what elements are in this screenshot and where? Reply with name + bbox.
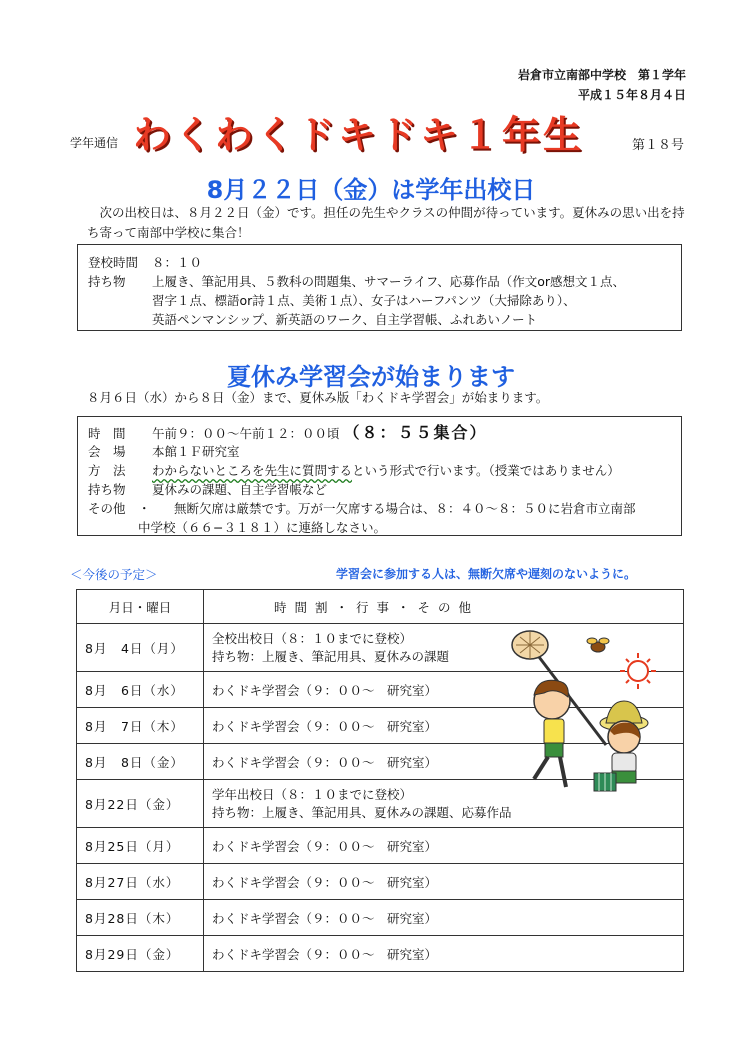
items-row [88,272,625,291]
row-date: 8月25日（月） [77,828,204,864]
section1-heading: 8月２２日（金）は学年出校日 [206,176,536,204]
table-row [77,900,684,936]
row-date: 8月29日（金） [77,936,204,972]
issue-number: 第１８号 [632,138,685,153]
insect-cage-icon [594,773,616,791]
table-row [77,864,684,900]
session-items-value: 夏休みの課題、自主学習帳など [152,482,328,497]
issue-date: 平成１５年８月４日 [577,88,686,102]
row-event: わくドキ学習会（９：００〜 研究室） [204,900,684,936]
session-other-label: その他 ・ [88,501,151,516]
study-session-box [77,416,682,536]
section2-intro: ８月６日（水）から８日（金）まで、夏休み版「わくドキ学習会」が始まります。 [87,390,549,405]
row-date: 8月 4日（月） [77,624,204,672]
schedule-header-row [77,590,684,624]
summer-kids-illustration [506,623,682,809]
schedule-title: ＜今後の予定＞ [70,567,158,582]
row-date: 8月28日（木） [77,900,204,936]
schedule-notice: 学習会に参加する人は、無断欠席や遅刻のないように。 [336,567,637,581]
session-time-label: 時 間 [88,426,126,441]
session-other-line-1: 無断欠席は厳禁です。万が一欠席する場合は、８：４０〜８：５０に岩倉市立南部 [174,501,636,516]
row-event-line-2: 持ち物：上履き、筆記用具、夏休みの課題 [212,648,450,664]
items-line-2: 習字１点、標語or詩１点、美術１点）、女子はハーフパンツ（大掃除あり）、 [152,293,576,308]
session-method-label: 方 法 [88,463,126,478]
section1-intro: 次の出校日は、８月２２日（金）です。担任の先生やクラスの仲間が待っています。夏休みの思い出を持ち寄って南部中学校に集合！ [87,205,685,240]
cicada-icon [587,638,609,652]
items-label: 持ち物 [88,274,126,289]
row-event: わくドキ学習会（９：００〜 研究室） [204,828,684,864]
session-gather-time: （８：５５集合） [343,423,488,442]
row-date: 8月27日（水） [77,864,204,900]
session-items-row [88,480,327,499]
sun-icon [620,653,656,689]
row-event-line-2: 持ち物：上履き、筆記用具、夏休みの課題、応募作品 [212,804,512,820]
session-items-label: 持ち物 [88,482,126,497]
session-method-rest: という形式で行います。（授業ではありません） [352,463,620,478]
row-event-line-1: 全校出校日（８：１０までに登校） [212,630,413,646]
time-value: ８：１０ [152,255,203,270]
section2-heading: 夏休み学習会が始まります [227,363,515,391]
session-time-value: 午前９：００〜午前１２：００頃 [152,426,340,441]
row-event: わくドキ学習会（９：００〜 研究室） [204,744,684,780]
row-date: 8月 8日（金） [77,744,204,780]
boy-figure [534,680,570,787]
table-row [77,828,684,864]
school-name: 岩倉市立南部中学校 第１学年 [517,68,686,82]
girl-figure [600,701,648,783]
time-label: 登校時間 [88,255,139,270]
row-event: わくドキ学習会（９：００〜 研究室） [204,936,684,972]
row-event-line-1: 学年出校日（８：１０までに登校） [212,786,413,802]
items-line-1: 上履き、筆記用具、５教科の問題集、サマーライフ、応募作品（作文or感想文１点、 [152,274,626,289]
session-place-label: 会 場 [88,444,126,459]
session-time-row [88,423,488,443]
items-line-3: 英語ペンマンシップ、新英語のワーク、自主学習帳、ふれあいノート [152,312,538,327]
session-method-row [88,461,620,480]
newsletter-title: わくわくドキドキ１年生 [133,113,585,157]
header-date: 月日・曜日 [77,590,204,624]
time-row [88,253,202,272]
session-method-underlined: わからないところを先生に質問する [152,463,353,478]
row-date: 8月 6日（水） [77,672,204,708]
table-row [77,936,684,972]
attendance-info-box [77,244,682,331]
newsletter-label: 学年通信 [70,136,119,150]
row-event: わくドキ学習会（９：００〜 研究室） [204,672,684,708]
header-event: 時間割・行事・その他 [204,590,684,624]
row-event: わくドキ学習会（９：００〜 研究室） [204,864,684,900]
row-date: 8月 7日（木） [77,708,204,744]
session-other-row [88,499,636,518]
row-date: 8月22日（金） [77,780,204,828]
row-event: わくドキ学習会（９：００〜 研究室） [204,708,684,744]
session-place-value: 本館１Ｆ研究室 [152,444,240,459]
session-other-line-2: 中学校（６６−３１８１）に連絡しなさい。 [138,520,386,535]
session-place-row [88,442,240,461]
